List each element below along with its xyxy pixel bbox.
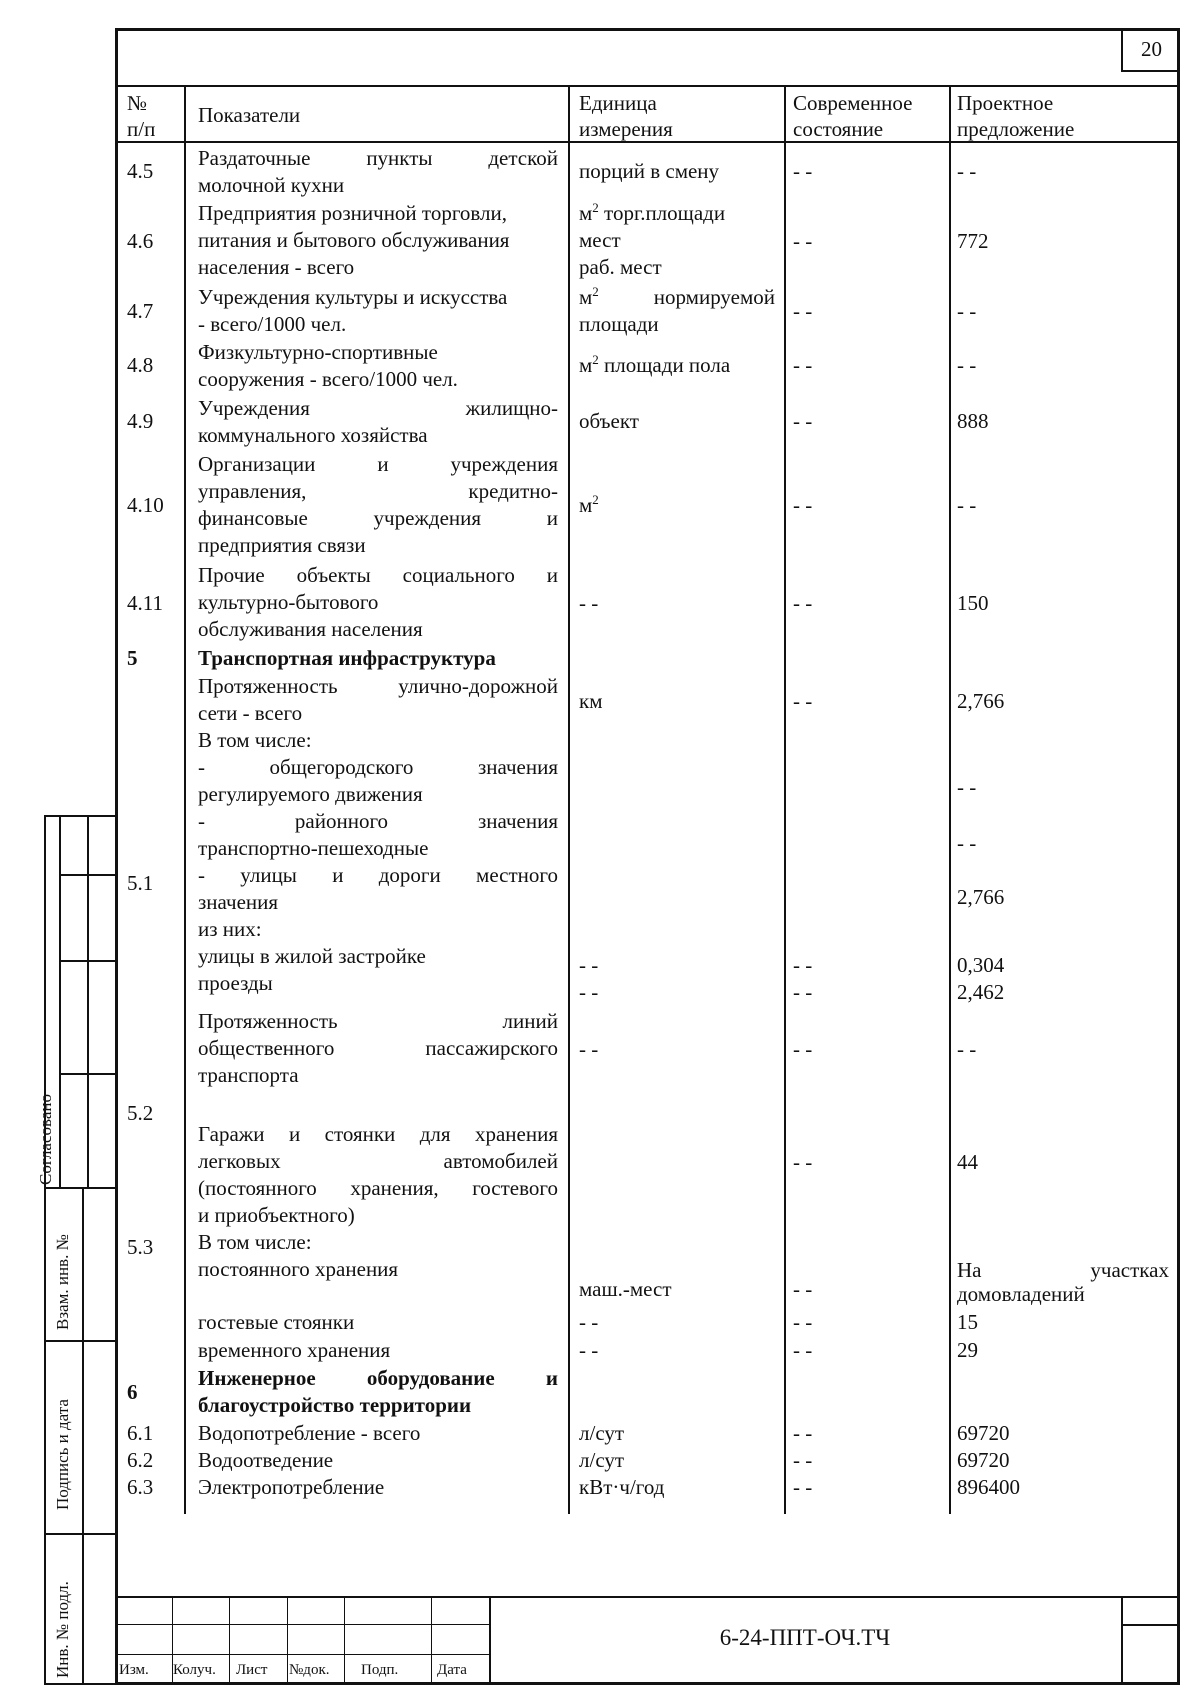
row-5-1-project-passages: 2,462 bbox=[957, 980, 1005, 1004]
section-6-title: Инженерное оборудование и благоустройство территории bbox=[198, 1366, 558, 1417]
page-number: 20 bbox=[1121, 28, 1180, 72]
row-4-5-indicator: Раздаточные пункты детской молочной кухни bbox=[198, 146, 558, 197]
row-6-3-current: - - bbox=[793, 1475, 813, 1499]
row-4-5-num: 4.5 bbox=[127, 159, 154, 183]
row-5-3-indicator: Гаражи и стоянки для хранения легковых автомобилей (постоянного хранения, гостевого и приобъектного) В том числе: постоянного хранения bbox=[198, 1122, 558, 1281]
sidebar-sep-f bbox=[44, 1533, 116, 1535]
row-4-6-current: - - bbox=[793, 229, 813, 253]
row-4-9-num: 4.9 bbox=[127, 409, 154, 433]
row-4-11-project: 150 bbox=[957, 591, 989, 615]
row-5-1-current-total: - - bbox=[793, 689, 813, 713]
row-5-1-indicator: Протяженность улично-дорожной сети - всего В том числе: - общегородского значения регулируемого движения - районного значения транспортно-пешеходные - улицы и дороги местного значения из них: улицы в жилой застройке проезды bbox=[198, 674, 558, 995]
section-6-num: 6 bbox=[127, 1380, 138, 1404]
sidebar-sep-d bbox=[44, 1187, 116, 1189]
row-6-1-project: 69720 bbox=[957, 1421, 1010, 1445]
stamp-col-4 bbox=[344, 1596, 345, 1685]
row-5-3-project-temporary: 29 bbox=[957, 1338, 978, 1362]
stamp-col-sign: Подп. bbox=[361, 1662, 399, 1678]
stamp-col-7 bbox=[1121, 1596, 1123, 1685]
col-line-3 bbox=[784, 86, 786, 1514]
row-5-1-unit-total: км bbox=[579, 689, 603, 713]
row-5-1-current-passages: - - bbox=[793, 980, 813, 1004]
sidebar-replace-inv: Взам. инв. № bbox=[53, 1234, 72, 1330]
section-5-title: Транспортная инфраструктура bbox=[198, 646, 496, 670]
row-4-7-num: 4.7 bbox=[127, 299, 154, 323]
header-current: Современное состояние bbox=[793, 91, 913, 141]
row-4-7-unit: $м^2$ нормируемой площади bbox=[579, 284, 775, 336]
row-5-1-project-district: - - bbox=[957, 831, 977, 855]
row-4-10-project: - - bbox=[957, 493, 977, 517]
row-4-9-indicator: Учреждения жилищно- коммунального хозяйства bbox=[198, 396, 558, 447]
row-6-2-indicator: Водоотведение bbox=[198, 1448, 334, 1472]
document-code: 6-24-ППТ-ОЧ.ТЧ bbox=[719, 1625, 891, 1650]
row-6-1-unit: л/сут bbox=[579, 1421, 625, 1445]
row-5-3-current-guest: - - bbox=[793, 1310, 813, 1334]
row-4-8-project: - - bbox=[957, 353, 977, 377]
section-5-num: 5 bbox=[127, 646, 138, 670]
sidebar-inner-main bbox=[82, 1187, 84, 1685]
row-5-3-current-total: - - bbox=[793, 1150, 813, 1174]
stamp-col-koluch: Колуч. bbox=[173, 1662, 216, 1678]
row-4-9-unit: объект bbox=[579, 409, 639, 433]
sidebar-inner-1 bbox=[59, 815, 61, 1187]
row-6-2-project: 69720 bbox=[957, 1448, 1010, 1472]
row-4-8-current: - - bbox=[793, 353, 813, 377]
row-5-1-unit-residential: - - bbox=[579, 953, 599, 977]
row-5-1-project-local: 2,766 bbox=[957, 885, 1005, 909]
row-5-1-num: 5.1 bbox=[127, 871, 154, 895]
row-4-5-unit: порций в смену bbox=[579, 159, 720, 183]
row-5-3-unit-guest: - - bbox=[579, 1310, 599, 1334]
row-4-10-num: 4.10 bbox=[127, 493, 164, 517]
row-4-7-indicator: Учреждения культуры и искусства - всего/1000 чел. bbox=[198, 285, 508, 336]
row-4-6-num: 4.6 bbox=[127, 229, 154, 253]
sidebar-orig-inv: Инв. № подл. bbox=[53, 1581, 72, 1678]
row-5-3-project-guest: 15 bbox=[957, 1310, 978, 1334]
row-6-2-num: 6.2 bbox=[127, 1448, 154, 1472]
stamp-right-sep bbox=[1121, 1624, 1180, 1626]
row-4-7-current: - - bbox=[793, 299, 813, 323]
row-4-11-unit: - - bbox=[579, 591, 599, 615]
sidebar-agreed: Согласовано bbox=[36, 1094, 55, 1185]
row-6-1-indicator: Водопотребление - всего bbox=[198, 1421, 421, 1445]
row-5-3-current-temporary: - - bbox=[793, 1338, 813, 1362]
row-4-7-project: - - bbox=[957, 299, 977, 323]
header-indicator: Показатели bbox=[198, 103, 301, 127]
row-5-1-current-residential: - - bbox=[793, 953, 813, 977]
stamp-top bbox=[115, 1596, 1180, 1598]
row-5-1-project-city: - - bbox=[957, 775, 977, 799]
row-5-2-current: - - bbox=[793, 1037, 813, 1061]
col-line-4 bbox=[949, 86, 951, 1514]
stamp-col-5 bbox=[431, 1596, 432, 1685]
row-4-11-indicator: Прочие объекты социального и культурно-бытового обслуживания населения bbox=[198, 563, 558, 641]
stamp-col-3 bbox=[287, 1596, 288, 1685]
row-4-9-project: 888 bbox=[957, 409, 989, 433]
stamp-col-2 bbox=[229, 1596, 230, 1685]
sidebar-inner-2 bbox=[87, 815, 89, 1187]
row-5-2-indicator: Протяженность линий общественного пассажирского транспорта bbox=[198, 1009, 558, 1087]
col-line-1 bbox=[184, 86, 186, 1514]
header-num: № п/п bbox=[127, 91, 156, 141]
row-4-5-current: - - bbox=[793, 159, 813, 183]
sidebar-top bbox=[44, 815, 116, 817]
row-4-6-indicator: Предприятия розничной торговли, питания и бытового обслуживания населения - всего bbox=[198, 201, 510, 279]
row-5-2-project: - - bbox=[957, 1037, 977, 1061]
row-5-3-num: 5.3 bbox=[127, 1235, 154, 1259]
row-4-6-project: 772 bbox=[957, 229, 989, 253]
sidebar-sep-b bbox=[59, 960, 116, 962]
stamp-col-doc: №док. bbox=[289, 1662, 330, 1678]
stamp-col-list: Лист bbox=[236, 1662, 268, 1678]
col-line-2 bbox=[568, 86, 570, 1514]
stamp-col-izm: Изм. bbox=[119, 1662, 149, 1678]
sidebar-outer-left bbox=[44, 815, 46, 1685]
row-4-6-unit: $м^2$ торг.площади мест раб. мест bbox=[579, 200, 726, 279]
row-6-2-current: - - bbox=[793, 1448, 813, 1472]
row-4-11-num: 4.11 bbox=[127, 591, 163, 615]
sidebar-sep-e bbox=[44, 1340, 116, 1342]
row-6-3-indicator: Электропотребление bbox=[198, 1475, 385, 1499]
sidebar-sep-c bbox=[59, 1073, 116, 1075]
row-4-8-indicator: Физкультурно-спортивные сооружения - всего/1000 чел. bbox=[198, 340, 458, 391]
stamp-col-date: Дата bbox=[437, 1662, 467, 1678]
sidebar-bottom bbox=[44, 1683, 116, 1685]
row-5-3-project-total: 44 bbox=[957, 1150, 978, 1174]
row-6-3-num: 6.3 bbox=[127, 1475, 154, 1499]
row-5-1-project-total: 2,766 bbox=[957, 689, 1005, 713]
row-4-10-unit: $м^2$ bbox=[579, 492, 599, 517]
row-5-2-unit: - - bbox=[579, 1037, 599, 1061]
row-5-1-project-residential: 0,304 bbox=[957, 953, 1005, 977]
row-5-3-temporary: временного хранения bbox=[198, 1338, 391, 1362]
row-4-8-num: 4.8 bbox=[127, 353, 154, 377]
row-6-1-current: - - bbox=[793, 1421, 813, 1445]
header-project: Проектное предложение bbox=[957, 91, 1075, 141]
row-5-3-unit-permanent: маш.-мест bbox=[579, 1277, 672, 1301]
header-top-line bbox=[115, 85, 1180, 87]
sidebar-sep-a bbox=[59, 874, 116, 876]
row-6-2-unit: л/сут bbox=[579, 1448, 625, 1472]
row-5-2-num: 5.2 bbox=[127, 1101, 154, 1125]
row-5-3-unit-temporary: - - bbox=[579, 1338, 599, 1362]
row-5-1-unit-passages: - - bbox=[579, 980, 599, 1004]
row-6-3-project: 896400 bbox=[957, 1475, 1020, 1499]
row-4-10-current: - - bbox=[793, 493, 813, 517]
row-5-3-current-permanent: - - bbox=[793, 1277, 813, 1301]
row-5-3-guest: гостевые стоянки bbox=[198, 1310, 355, 1334]
row-6-3-unit: кВт·ч/год bbox=[579, 1475, 665, 1499]
row-6-1-num: 6.1 bbox=[127, 1421, 154, 1445]
row-4-8-unit: $м^2$ площади пола bbox=[579, 352, 731, 377]
sidebar-sign-date: Подпись и дата bbox=[53, 1399, 72, 1510]
row-5-3-project-permanent: На участках домовладений bbox=[957, 1258, 1169, 1306]
row-4-9-current: - - bbox=[793, 409, 813, 433]
row-4-5-project: - - bbox=[957, 159, 977, 183]
header-unit: Единица измерения bbox=[579, 91, 673, 141]
row-4-10-indicator: Организации и учреждения управления, кредитно- финансовые учреждения и предприятия связи bbox=[198, 452, 558, 557]
row-4-11-current: - - bbox=[793, 591, 813, 615]
